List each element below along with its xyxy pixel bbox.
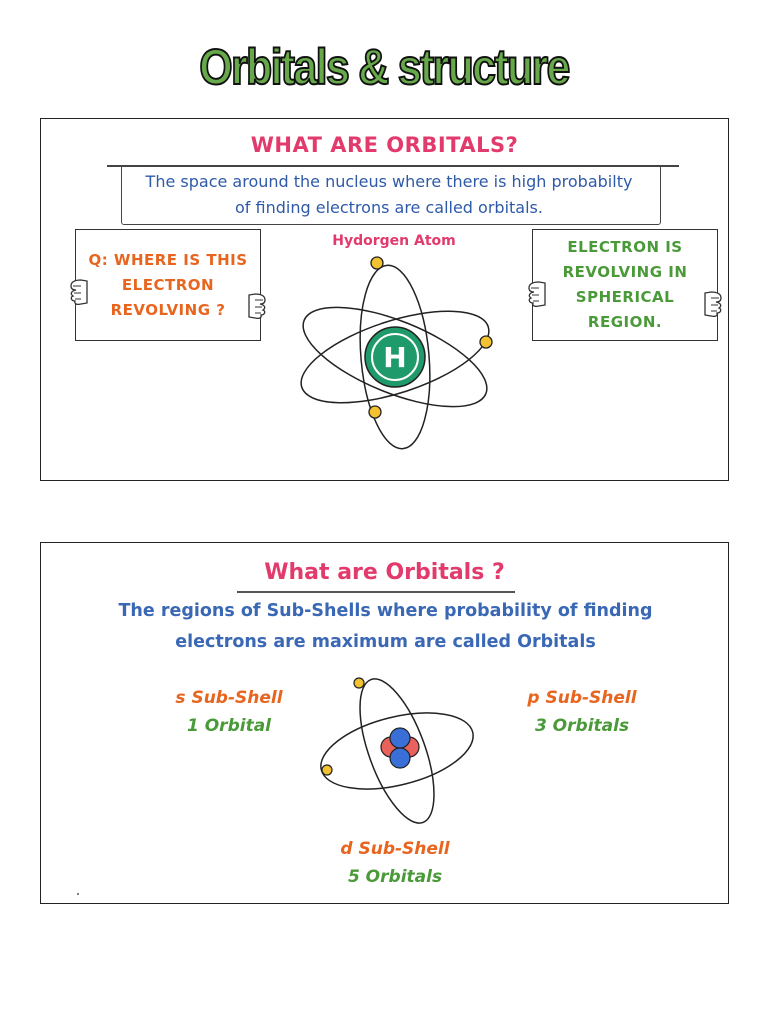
heading-underline — [237, 591, 515, 593]
d-subshell-label — [305, 835, 485, 891]
electron — [371, 257, 383, 269]
question-sign-line3: REVOLVING ? — [110, 300, 226, 319]
atom-diagram — [311, 671, 481, 831]
panel2-heading: What are Orbitals ? — [264, 560, 505, 585]
subshell-orbitals-panel — [40, 542, 729, 904]
electron — [369, 406, 381, 418]
p-subshell-orbitals: 3 Orbitals — [534, 716, 630, 736]
right-hand-icon — [703, 289, 727, 319]
answer-sign — [532, 229, 718, 341]
electron — [322, 765, 332, 775]
stray-dot — [77, 893, 79, 895]
right-sign-left-hand-icon — [525, 279, 549, 309]
s-subshell-label — [139, 684, 319, 740]
panel2-definition — [81, 596, 690, 658]
answer-sign-line2: REVOLVING IN — [562, 263, 688, 281]
question-sign-line1: Q: WHERE IS THIS — [88, 250, 248, 269]
hydrogen-atom-diagram — [291, 247, 501, 457]
neutron — [390, 748, 410, 768]
left-sign-right-hand-icon — [247, 291, 271, 321]
page-title: Orbitals & structure — [199, 39, 569, 95]
left-hand-icon — [67, 277, 91, 307]
panel2-definition-line2: electrons are maximum are called Orbitals — [175, 632, 596, 652]
panel1-definition — [119, 169, 659, 221]
question-sign-line2: ELECTRON — [121, 275, 215, 294]
neutron — [390, 728, 410, 748]
s-subshell-orbitals: 1 Orbital — [186, 716, 271, 736]
electron — [480, 336, 492, 348]
definition-box-top-line — [107, 165, 679, 167]
panel1-definition-line1: The space around the nucleus where there is high probabilty — [145, 172, 633, 191]
panel1-definition-line2: of finding electrons are called orbitals. — [235, 198, 543, 217]
p-subshell-label — [492, 684, 672, 740]
electron — [354, 678, 364, 688]
answer-sign-line4: REGION. — [587, 313, 663, 331]
s-subshell-name: s Sub-Shell — [175, 688, 283, 708]
d-subshell-orbitals: 5 Orbitals — [347, 867, 443, 887]
panel1-heading: WHAT ARE ORBITALS? — [250, 133, 519, 157]
atom-label: Hydorgen Atom — [332, 233, 456, 249]
panel2-definition-line1: The regions of Sub-Shells where probability of finding — [118, 601, 653, 621]
answer-sign-line3: SPHERICAL — [575, 288, 675, 306]
answer-sign-line1: ELECTRON IS — [567, 238, 683, 256]
hydrogen-orbitals-panel — [40, 118, 729, 481]
nucleus-symbol: H — [383, 341, 407, 374]
d-subshell-name: d Sub-Shell — [340, 839, 450, 859]
p-subshell-name: p Sub-Shell — [527, 688, 637, 708]
question-sign — [75, 229, 261, 341]
